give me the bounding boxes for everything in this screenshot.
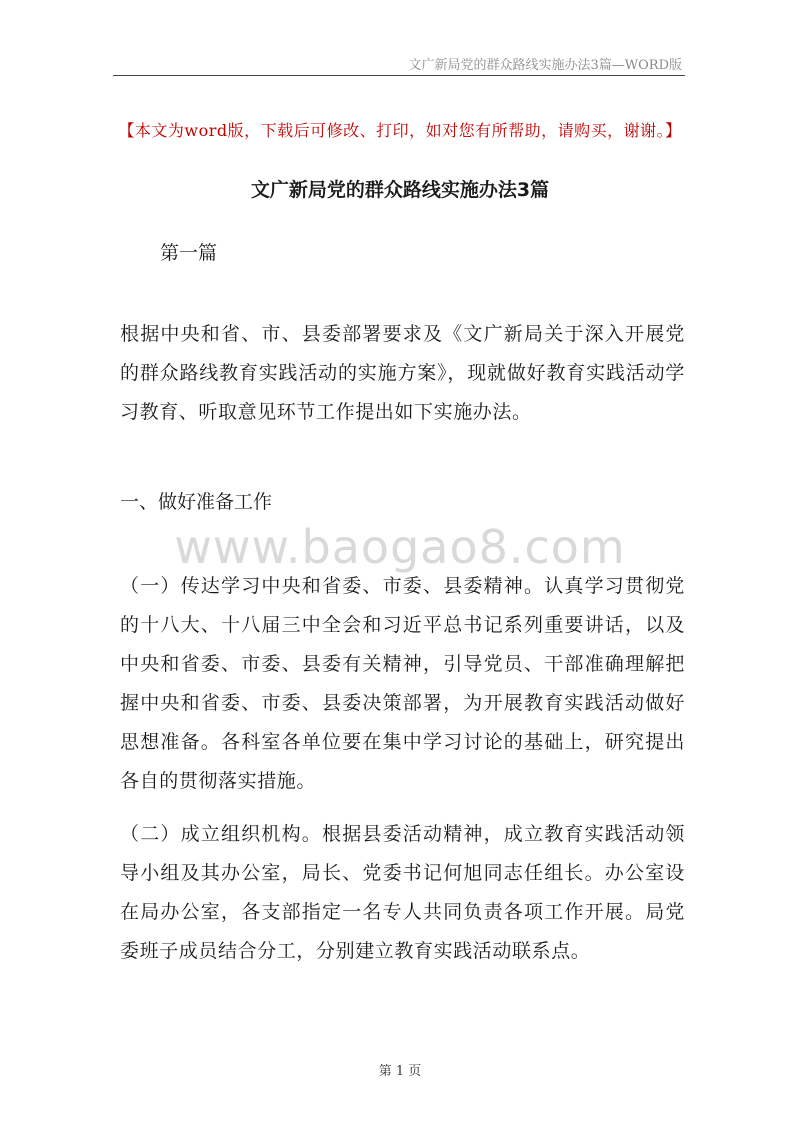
section-label: 第一篇 xyxy=(160,242,218,264)
heading-prepare-work: 一、做好准备工作 xyxy=(120,491,273,513)
header-divider xyxy=(113,75,685,76)
paragraph-item-1: （一）传达学习中央和省委、市委、县委精神。认真学习贯彻党的十八大、十八届三中全会和习近平总书记系列重要讲话，以及中央和省委、市委、县委有关精神，引导党员、干部准确理解把握中央和省委、市委、县委决策部署，为开展教育实践活动做好思想准备。各科室各单位要在集中学习讨论的基础上，研究提出各自的贯彻落实措施。 xyxy=(120,575,685,792)
watermark: www.baogao8.com xyxy=(174,520,626,574)
document-title: 文广新局党的群众路线实施办法3篇 xyxy=(250,179,550,201)
intro-paragraph: 根据中央和省、市、县委部署要求及《文广新局关于深入开展党的群众路线教育实践活动的实施方案》，现就做好教育实践活动学习教育、听取意见环节工作提出如下实施办法。 xyxy=(120,323,685,423)
page-number: 第 1 页 xyxy=(378,1064,422,1079)
paragraph-item-2: （二）成立组织机构。根据县委活动精神，成立教育实践活动领导小组及其办公室，局长、党委书记何旭同志任组长。办公室设在局办公室，各支部指定一名专人共同负责各项工作开展。局党委班子成员结合分工，分别建立教育实践活动联系点。 xyxy=(120,823,685,962)
purchase-notice: 【本文为word版，下载后可修改、打印，如对您有所帮助，请购买，谢谢。】 xyxy=(118,121,682,140)
running-header: 文广新局党的群众路线实施办法3篇—WORD版 xyxy=(408,58,682,73)
